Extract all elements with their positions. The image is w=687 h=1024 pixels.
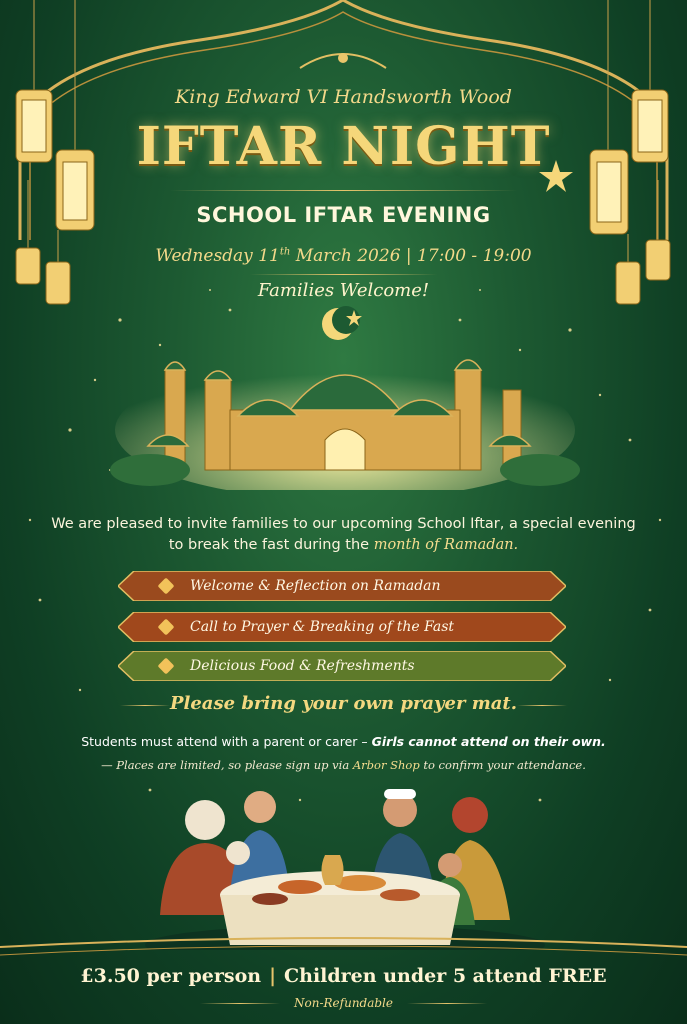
non-refundable-note: Non-Refundable: [294, 996, 393, 1010]
event-date: [0, 246, 687, 266]
mosque-illustration: [110, 300, 580, 490]
programme-item: [118, 612, 566, 642]
pricing: [0, 965, 687, 987]
programme-label: Welcome & Reflection on Ramadan: [190, 578, 441, 594]
families-welcome: Families Welcome!: [257, 280, 430, 301]
invite-line-2-start: to break the fast during the: [168, 537, 374, 553]
price-per-person: £3.50 per person: [80, 965, 262, 987]
prayer-mat-note: Please bring your own prayer mat.: [169, 693, 518, 714]
separator: |: [269, 965, 277, 987]
programme-label: Call to Prayer & Breaking of the Fast: [190, 619, 455, 635]
event-title: IFTAR NIGHT: [136, 116, 551, 177]
attendance-rule-start: Students must attend with a parent or carer –: [81, 734, 372, 749]
family-iftar-illustration: [120, 785, 570, 950]
invitation-text: [0, 514, 687, 556]
invite-line-2: [0, 535, 687, 556]
date-rest: March 2026 | 17:00 - 19:00: [290, 246, 532, 266]
arbor-shop-link: Arbor Shop: [352, 758, 420, 772]
divider: [170, 190, 517, 191]
school-name: King Edward VI Handsworth Wood: [175, 86, 512, 108]
ramadan-highlight: month of Ramadan.: [373, 537, 519, 553]
programme-label: Delicious Food & Refreshments: [190, 658, 415, 674]
programme-item: [118, 651, 566, 681]
divider: [517, 705, 567, 706]
signup-note: [0, 758, 687, 772]
invite-line-1: We are pleased to invite families to our upcoming School Iftar, a special evening: [51, 516, 636, 532]
signup-note-end: to confirm your attendance.: [419, 758, 586, 772]
event-subtitle: SCHOOL IFTAR EVENING: [196, 203, 491, 227]
date-suffix: th: [279, 246, 291, 258]
children-free: Children under 5 attend FREE: [284, 965, 607, 987]
programme-item: [118, 571, 566, 601]
attendance-rule: [0, 734, 687, 749]
divider: [407, 1003, 487, 1004]
signup-note-start: — Places are limited, so please sign up via: [101, 758, 353, 772]
date-day: Wednesday 11: [155, 246, 280, 266]
divider: [250, 274, 437, 275]
attendance-rule-emphasis: Girls cannot attend on their own.: [371, 734, 606, 749]
